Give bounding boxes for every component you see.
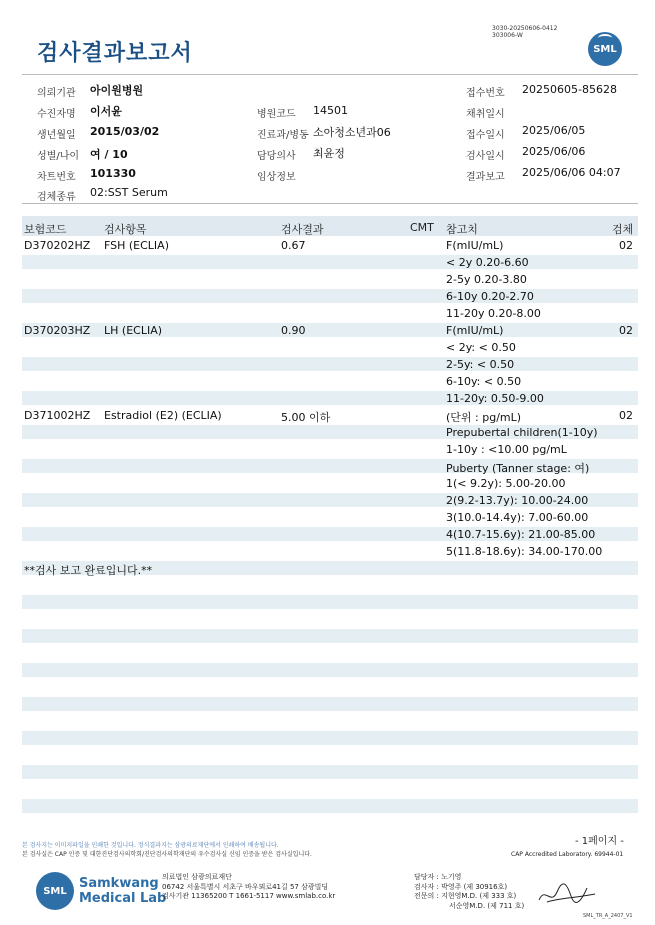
document-code: 3030-20250606-0412 303006-W [492, 25, 558, 39]
cell-ref: 2(9.2-13.7y): 10.00-24.00 [446, 494, 589, 507]
cell-result: 5.00 이하 [281, 411, 331, 424]
cell-ref: 3(10.0-14.4y): 7.00-60.00 [446, 511, 589, 524]
image-notice: 본 검사지는 이미지파일을 인쇄한 것입니다. 정식결과지는 삼광의료재단에서 인쇄하여 배송됩니다. [22, 842, 279, 849]
header-item: 검사항목 [104, 223, 147, 236]
accession-value: 20250605-85628 [522, 83, 617, 96]
cell-ref: 1-10y : <10.00 pg/mL [446, 443, 567, 456]
row-stripe [22, 697, 638, 711]
collect-label: 채취일시 [466, 109, 505, 120]
cell-ref: 1(< 9.2y): 5.00-20.00 [446, 477, 566, 490]
dob-label: 생년월일 [37, 130, 76, 141]
cell-ref: 6-10y 0.20-2.70 [446, 290, 534, 303]
cap-notice: 본 검사실은 CAP 인증 및 대한진단검사의학회/진단검사의학재단의 우수검사실 신임 인증을 받은 검사실입니다. [22, 851, 312, 858]
chart-label: 차트번호 [37, 172, 76, 183]
cell-code: D370203HZ [24, 324, 91, 337]
patient-value: 이서윤 [90, 105, 122, 118]
divider [22, 203, 638, 204]
cell-result: 0.67 [281, 239, 306, 252]
hospcode-value: 14501 [313, 104, 348, 117]
dept-value: 소아청소년과06 [313, 126, 391, 139]
page-number: - 1페이지 - [575, 836, 624, 847]
cell-ref: F(mIU/mL) [446, 324, 504, 337]
cell-code: **검사 보고 완료입니다.** [24, 564, 153, 577]
sml-logo-icon: SML [588, 32, 622, 66]
page-title: 검사결과보고서 [37, 41, 193, 66]
cell-ref: 11-20y: 0.50-9.00 [446, 392, 544, 405]
row-stripe [22, 799, 638, 813]
cell-item: FSH (ECLIA) [104, 239, 169, 252]
cell-ref: 6-10y: < 0.50 [446, 375, 522, 388]
specimen-value: 02:SST Serum [90, 186, 168, 199]
header-ref: 참고치 [446, 223, 478, 236]
row-stripe [22, 289, 638, 303]
doctor-label: 담당의사 [257, 151, 296, 162]
header-cmt: CMT [410, 221, 434, 234]
accession-label: 접수번호 [466, 88, 505, 99]
cell-ref: 5(11.8-18.6y): 34.00-170.00 [446, 545, 603, 558]
row-stripe [22, 255, 638, 269]
sexage-value: 여 / 10 [90, 148, 128, 161]
reported-label: 결과보고 [466, 172, 505, 183]
cell-specimen: 02 [619, 324, 633, 337]
cap-accreditation: CAP Accredited Laboratory. 69944-01 [511, 851, 624, 858]
chart-value: 101330 [90, 167, 136, 180]
footer-address: 의료법인 삼광의료재단 06742 서울특별시 서초구 바우뫼로41길 57 삼광빌딩 검사기관 11365200 T 1661-5117 www.smlab.co.kr [162, 873, 336, 900]
header-result: 검사결과 [281, 223, 324, 236]
doctor-value: 최윤정 [313, 147, 345, 160]
sml-footer-logo-icon: SML [36, 872, 74, 910]
row-stripe [22, 357, 638, 371]
cell-ref: F(mIU/mL) [446, 239, 504, 252]
cell-result: 0.90 [281, 324, 306, 337]
hospcode-label: 병원코드 [257, 109, 296, 120]
divider [22, 74, 638, 75]
sexage-label: 성별/나이 [37, 151, 80, 162]
clinical-label: 임상정보 [257, 172, 296, 183]
cell-ref: < 2y: < 0.50 [446, 341, 516, 354]
cell-ref: 2-5y: < 0.50 [446, 358, 515, 371]
reported-value: 2025/06/06 04:07 [522, 166, 621, 179]
cell-ref: (단위 : pg/mL) [446, 411, 522, 424]
cell-ref: 2-5y 0.20-3.80 [446, 273, 527, 286]
cell-specimen: 02 [619, 409, 633, 422]
cell-ref: Puberty (Tanner stage: 여) [446, 462, 590, 475]
signature-icon [537, 880, 597, 910]
row-stripe [22, 595, 638, 609]
cell-item: LH (ECLIA) [104, 324, 163, 337]
tested-value: 2025/06/06 [522, 145, 586, 158]
row-stripe [22, 765, 638, 779]
cell-ref: 4(10.7-15.6y): 21.00-85.00 [446, 528, 596, 541]
header-code: 보험코드 [24, 223, 67, 236]
cell-ref: 11-20y 0.20-8.00 [446, 307, 541, 320]
row-stripe [22, 663, 638, 677]
row-stripe [22, 629, 638, 643]
specimen-label: 검체종류 [37, 192, 76, 203]
header-specimen: 검체 [612, 223, 634, 236]
row-stripe [22, 731, 638, 745]
brand-name: Samkwang Medical Lab [79, 876, 167, 906]
cell-code: D371002HZ [24, 409, 91, 422]
cell-specimen: 02 [619, 239, 633, 252]
cell-ref: < 2y 0.20-6.60 [446, 256, 529, 269]
footer-staff: 담당자 : 노기영 검사자 : 박영주 (제 30916호) 전문의 : 지현영M.D. (제 333 호) 서순영M.D. (제 711 호) [414, 873, 525, 910]
patient-label: 수진자명 [37, 109, 76, 120]
hospital-label: 의뢰기관 [37, 88, 76, 99]
dob-value: 2015/03/02 [90, 125, 160, 138]
cell-ref: Prepubertal children(1-10y) [446, 426, 598, 439]
received-value: 2025/06/05 [522, 124, 586, 137]
dept-label: 진료과/병동 [257, 130, 309, 141]
cell-item: Estradiol (E2) (ECLIA) [104, 409, 222, 422]
row-stripe [22, 391, 638, 405]
tested-label: 검사일시 [466, 151, 505, 162]
received-label: 접수일시 [466, 130, 505, 141]
form-code: SML_TR_A_2407_V1 [583, 913, 633, 919]
cell-code: D370202HZ [24, 239, 91, 252]
hospital-value: 아이원병원 [90, 84, 144, 97]
